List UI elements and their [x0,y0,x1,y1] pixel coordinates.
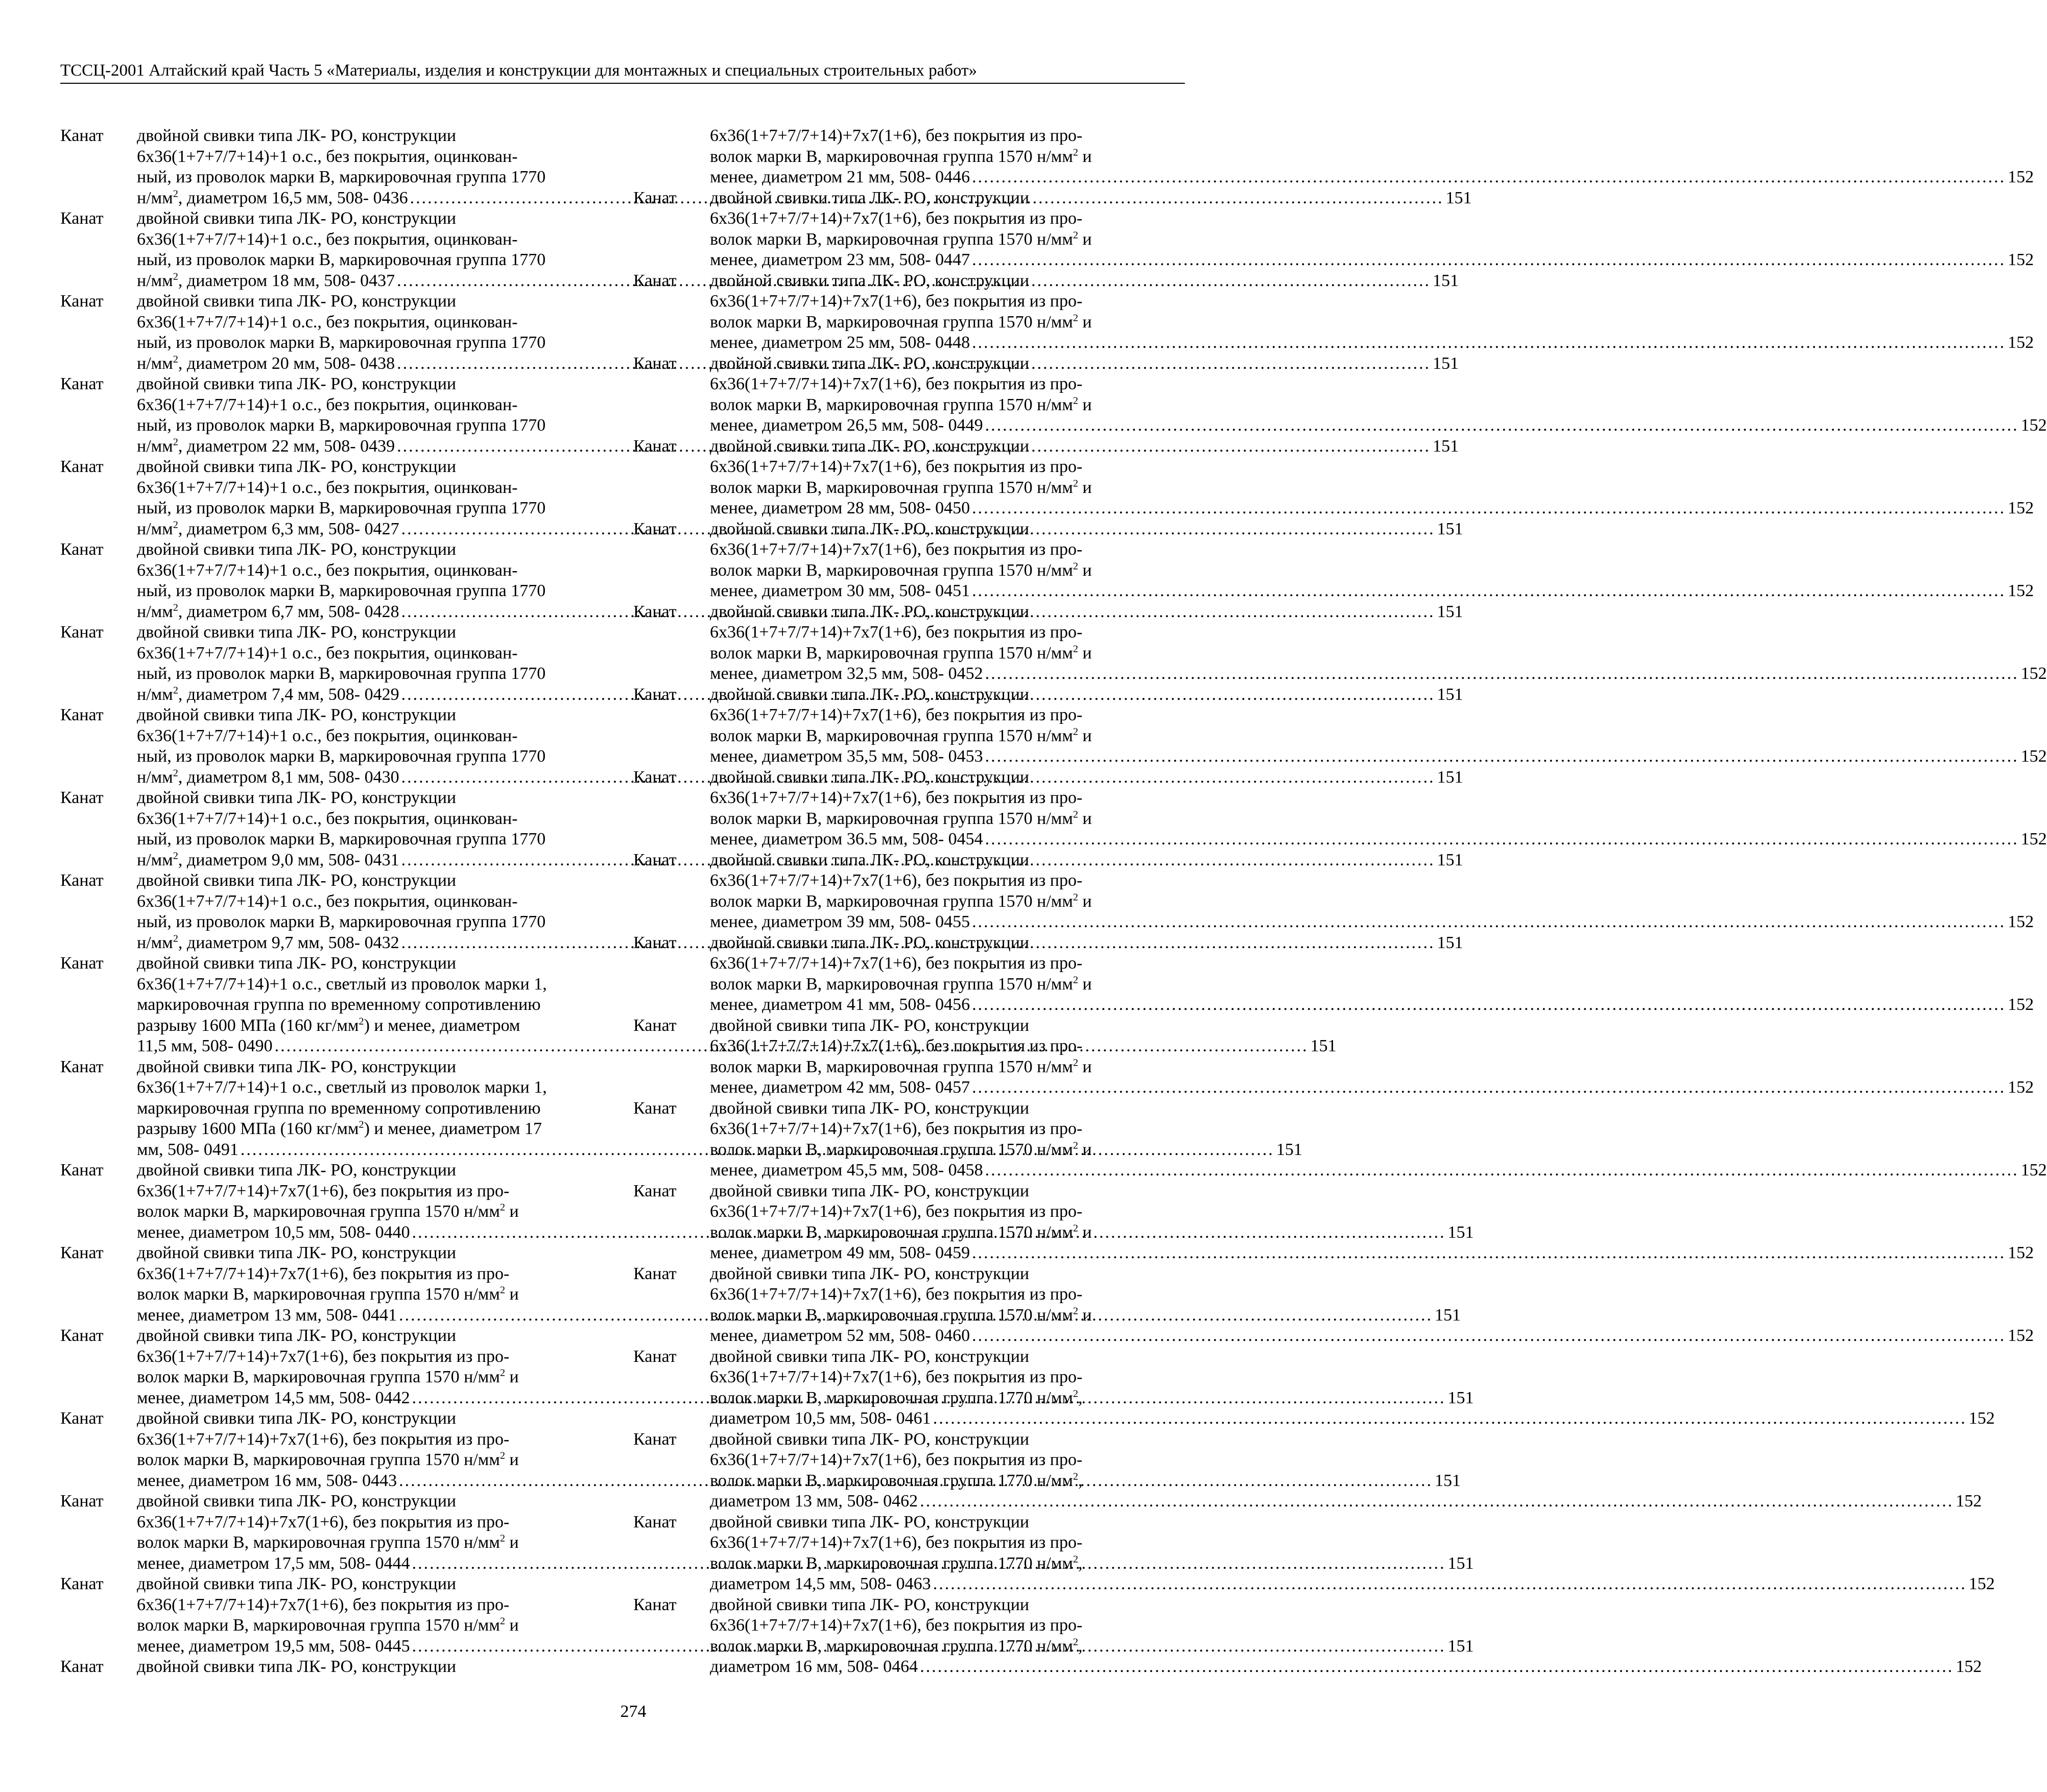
entry-description-end: менее, диаметром 14,5 мм, 508- 0442 [137,1388,410,1407]
entry-description [710,188,2034,271]
entry-page-ref: 151 [1437,767,1463,787]
entry-term: Канат [633,602,677,621]
entry-text-line: волок марки В, маркировочная группа 1770 $н/мм^2$, [710,1471,1083,1490]
dot-leader [972,498,2006,519]
entry-text-line: двойной свивки типа ЛК- РО, конструкции [137,1057,457,1076]
entry-description-end: менее, диаметром 36.5 мм, 508- 0454 [710,830,983,848]
entry-text-line: 6x36(1+7+7/7+14)+7x7(1+6), без покрытия из про- [710,126,1083,145]
entry-text-line: двойной свивки типа ЛК- РО, конструкции [137,540,457,559]
entry-text-line: двойной свивки типа ЛК- РО, конструкции [710,353,1030,373]
entry-text-line: 6x36(1+7+7/7+14)+7x7(1+6), без покрытия из про- [710,1367,1083,1386]
entry-text-line: 6x36(1+7+7/7+14)+7x7(1+6), без покрытия из про- [710,1616,1083,1635]
entry-page-ref: 152 [2008,499,2034,517]
entry-text-line: 6x36(1+7+7/7+14)+1 о.с., без покрытия, оцинкован- [137,478,518,497]
entry-page-ref: 151 [1435,1471,1461,1490]
entry-text-line: 6x36(1+7+7/7+14)+1 о.с., без покрытия, оцинкован- [137,147,518,166]
entry-description [137,1657,615,1678]
entry-description-end: менее, диаметром 28 мм, 508- 0450 [710,499,970,517]
entry-description-end: диаметром 16 мм, 508- 0464 [710,1657,918,1676]
entry-description-end: менее, диаметром 49 мм, 508- 0459 [710,1243,970,1262]
entry-description-end: $н/мм^2$, диаметром 20 мм, 508- 0438 [137,353,395,373]
entry-description-end: $н/мм^2$, диаметром 9,7 мм, 508- 0432 [137,933,399,952]
entry-text-line: волок марки В, маркировочная группа 1570 $н/мм^2$ и [137,1532,519,1552]
entry-text-line: двойной свивки типа ЛК- РО, конструкции [710,602,1030,621]
entry-text-line: 6x36(1+7+7/7+14)+1 о.с., без покрытия, оцинкован- [137,891,518,911]
entry-term: Канат [60,540,104,559]
entry-last-line [710,1326,2034,1347]
dot-leader [972,1243,2006,1264]
dot-leader [972,333,2006,353]
entry-page-ref: 152 [2008,912,2034,931]
entry-description-end: менее, диаметром 13 мм, 508- 0441 [137,1305,397,1325]
entry-description-end: менее, диаметром 19,5 мм, 508- 0445 [137,1636,410,1656]
entry-description-end: $н/мм^2$, диаметром 18 мм, 508- 0437 [137,271,395,290]
entry-text-line: ный, из проволок марки В, маркировочная группа 1770 [137,664,546,683]
entry-last-line [710,498,2034,519]
entry-term: Канат [633,1181,677,1200]
entry-text-line: 6x36(1+7+7/7+14)+7x7(1+6), без покрытия из про- [137,1429,510,1449]
entry-page-ref: 152 [2008,168,2034,186]
entry-last-line [710,415,2047,436]
entry-text-line: ный, из проволок марки В, маркировочная группа 1770 [137,830,546,848]
entry-last-line [710,250,2034,271]
dot-leader [933,1408,1967,1429]
entry-text-line: 6x36(1+7+7/7+14)+7x7(1+6), без покрытия из про- [137,1347,510,1366]
entry-page-ref: 151 [1433,271,1459,290]
entry-description [710,436,2034,519]
entry-term: Канат [60,871,104,890]
entry-text-line: 6x36(1+7+7/7+14)+7x7(1+6), без покрытия из про- [710,1119,1083,1138]
entry-description-end: $н/мм^2$, диаметром 9,0 мм, 508- 0431 [137,850,399,869]
entry-text-line: волок марки В, маркировочная группа 1570 $н/мм^2$ и [710,891,1092,911]
entry-page-ref: 152 [2008,1326,2034,1345]
entry-last-line [710,1657,1982,1678]
entry-term: Канат [633,271,677,290]
entry-page-ref: 152 [2020,664,2047,683]
entry-last-line [710,746,2047,767]
entry-last-line [710,1077,2034,1098]
entry-term: Канат [60,1492,104,1511]
entry-description-end: менее, диаметром 23 мм, 508- 0447 [710,250,970,269]
dot-leader [972,167,2006,188]
entry-description [710,685,2047,767]
entry-term: Канат [633,850,677,869]
entry-text-line: двойной свивки типа ЛК- РО, конструкции [710,1347,1030,1366]
entry-last-line [710,1491,1982,1512]
entry-description-end: менее, диаметром 45,5 мм, 508- 0458 [710,1161,983,1180]
entry-text-line: волок марки В, маркировочная группа 1570 $н/мм^2$ и [137,1284,519,1304]
entry-page-ref: 151 [1445,188,1472,207]
entry-text-line: 6x36(1+7+7/7+14)+7x7(1+6), без покрытия из про- [710,1202,1083,1221]
entry-description-end: $н/мм^2$, диаметром 7,4 мм, 508- 0429 [137,685,399,704]
entry-text-line: 6x36(1+7+7/7+14)+7x7(1+6), без покрытия из про- [710,209,1083,228]
entry-description-end: менее, диаметром 10,5 мм, 508- 0440 [137,1222,410,1242]
entry-description-end: менее, диаметром 30 мм, 508- 0451 [710,581,970,600]
catalog-entry [60,1657,615,1678]
entry-text-line: волок марки В, маркировочная группа 1570 $н/мм^2$ и [710,1222,1092,1242]
entry-text-line: разрыву 1600 МПа (160 $кг/мм^2$) и менее, диаметром [137,1016,520,1035]
entry-text-line: двойной свивки типа ЛК- РО, конструкции [137,1657,457,1676]
entry-text-line: двойной свивки типа ЛК- РО, конструкции [137,954,457,973]
entry-text-line: 6x36(1+7+7/7+14)+1 о.с., без покрытия, оцинкован- [137,229,518,249]
entry-page-ref: 152 [2008,581,2034,600]
entry-description-end: диаметром 13 мм, 508- 0462 [710,1492,918,1511]
entry-text-line: двойной свивки типа ЛК- РО, конструкции [710,1595,1030,1614]
entry-description-end: менее, диаметром 42 мм, 508- 0457 [710,1078,970,1097]
entry-description-end: $н/мм^2$, диаметром 6,7 мм, 508- 0428 [137,602,399,621]
entry-term: Канат [633,1016,677,1035]
entry-page-ref: 151 [1437,519,1463,538]
entry-text-line: двойной свивки типа ЛК- РО, конструкции [137,871,457,890]
entry-page-ref: 151 [1447,1388,1474,1407]
entry-text-line: волок марки В, маркировочная группа 1570 $н/мм^2$ и [710,229,1092,249]
entry-description-end: диаметром 14,5 мм, 508- 0463 [710,1574,931,1593]
entry-term: Канат [60,788,104,807]
dot-leader [972,1077,2006,1098]
entry-text-line: 6x36(1+7+7/7+14)+7x7(1+6), без покрытия из про- [710,871,1083,890]
page-header: ТССЦ-2001 Алтайский край Часть 5 «Материалы, изделия и конструкции для монтажных и специальных строительных работ» [60,60,1185,84]
entry-term: Канат [60,1243,104,1262]
entry-last-line [710,1243,2034,1264]
entry-page-ref: 152 [2020,747,2047,766]
entry-text-line: двойной свивки типа ЛК- РО, конструкции [137,788,457,807]
entry-text-line: двойной свивки типа ЛК- РО, конструкции [710,933,1030,952]
entry-term: Канат [60,126,104,145]
entry-text-line: двойной свивки типа ЛК- РО, конструкции [137,292,457,311]
entry-description [710,602,2047,685]
entry-term: Канат [633,1512,677,1531]
dot-leader [985,664,2019,685]
entry-term: Канат [60,1161,104,1180]
entry-page-ref: 151 [1433,436,1459,456]
entry-term: Канат [633,1347,677,1366]
entry-text-line: 6x36(1+7+7/7+14)+1 о.с., без покрытия, оцинкован- [137,726,518,745]
entry-text-line: волок марки В, маркировочная группа 1570 $н/мм^2$ и [710,560,1092,580]
dot-leader [920,1657,1954,1678]
entry-description [710,1098,2047,1181]
entry-text-line: двойной свивки типа ЛК- РО, конструкции [710,1016,1030,1035]
entry-text-line: 6x36(1+7+7/7+14)+1 о.с., без покрытия, оцинкован- [137,312,518,332]
entry-last-line [710,829,2047,850]
dot-leader [972,995,2006,1016]
entry-text-line: двойной свивки типа ЛК- РО, конструкции [710,188,1030,207]
entry-description-end: $н/мм^2$, диаметром 6,3 мм, 508- 0427 [137,519,399,538]
entry-text-line: 6x36(1+7+7/7+14)+1 о.с., без покрытия, оцинкован- [137,395,518,414]
entry-description [710,271,2034,353]
entry-last-line [710,1574,1995,1595]
entry-description-end: менее, диаметром 21 мм, 508- 0446 [710,168,970,186]
entry-text-line: волок марки В, маркировочная группа 1570 $н/мм^2$ и [137,1450,519,1469]
entry-text-line: двойной свивки типа ЛК- РО, конструкции [137,623,457,642]
dot-leader [920,1491,1954,1512]
entry-description-end: $н/мм^2$, диаметром 22 мм, 508- 0439 [137,436,395,456]
entry-text-line: волок марки В, маркировочная группа 1570 $н/мм^2$ и [710,809,1092,828]
entry-page-ref: 152 [1968,1574,1995,1593]
entry-text-line: волок марки В, маркировочная группа 1570 $н/мм^2$ и [710,395,1092,414]
entry-text-line: волок марки В, маркировочная группа 1570 $н/мм^2$ и [710,312,1092,332]
entry-page-ref: 151 [1437,685,1463,704]
entry-text-line: 6x36(1+7+7/7+14)+7x7(1+6), без покрытия из про- [137,1595,510,1614]
entry-page-ref: 152 [1956,1657,1982,1676]
entry-term: Канат [633,436,677,456]
entry-text-line: волок марки В, маркировочная группа 1570 $н/мм^2$ и [710,1140,1092,1159]
dot-leader [985,415,2019,436]
entry-text-line: волок марки В, маркировочная группа 1770 $н/мм^2$, [710,1553,1083,1573]
entry-text-line: двойной свивки типа ЛК- РО, конструкции [137,705,457,724]
entry-term: Канат [633,1098,677,1118]
entry-text-line: ный, из проволок марки В, маркировочная группа 1770 [137,747,546,766]
entry-description-end: $н/мм^2$, диаметром 8,1 мм, 508- 0430 [137,767,399,787]
entry-page-ref: 152 [2008,1243,2034,1262]
entry-text-line: двойной свивки типа ЛК- РО, конструкции [710,271,1030,290]
entry-text-line: 6x36(1+7+7/7+14)+7x7(1+6), без покрытия из про- [137,1264,510,1283]
entry-last-line [710,995,2034,1016]
entry-page-ref: 151 [1437,602,1463,621]
entry-page-ref: 152 [2008,995,2034,1014]
entry-text-line: двойной свивки типа ЛК- РО, конструкции [710,685,1030,704]
entry-term: Канат [60,374,104,393]
entry-text-line: двойной свивки типа ЛК- РО, конструкции [710,1264,1030,1283]
dot-leader [972,1326,2006,1347]
entry-description [710,1512,1995,1595]
entry-text-line: ный, из проволок марки В, маркировочная группа 1770 [137,168,546,186]
entry-last-line [710,581,2034,602]
entry-text-line: ный, из проволок марки В, маркировочная группа 1770 [137,333,546,352]
entry-text-line: двойной свивки типа ЛК- РО, конструкции [137,1574,457,1593]
entry-description [710,933,2034,1016]
entry-description-end: менее, диаметром 41 мм, 508- 0456 [710,995,970,1014]
entry-text-line: ный, из проволок марки В, маркировочная группа 1770 [137,250,546,269]
entry-text-line: 6x36(1+7+7/7+14)+7x7(1+6), без покрытия из про- [710,1533,1083,1552]
entry-description-end: менее, диаметром 32,5 мм, 508- 0452 [710,664,983,683]
entry-page-ref: 151 [1276,1140,1302,1159]
entry-term: Канат [633,685,677,704]
dot-leader [985,829,2019,850]
dot-leader [933,1574,1967,1595]
entry-term: Канат [60,1657,104,1676]
entry-description-end: мм, 508- 0491 [137,1140,239,1159]
entry-last-line [710,664,2047,685]
entry-description [710,1181,2034,1264]
entry-text-line: ный, из проволок марки В, маркировочная группа 1770 [137,416,546,435]
entry-text-line: двойной свивки типа ЛК- РО, конструкции [137,457,457,476]
entry-text-line: волок марки В, маркировочная группа 1570 $н/мм^2$ и [710,1057,1092,1076]
entry-description-end: менее, диаметром 25 мм, 508- 0448 [710,333,970,352]
entry-text-line: двойной свивки типа ЛК- РО, конструкции [710,1512,1030,1531]
entry-text-line: разрыву 1600 МПа (160 $кг/мм^2$) и менее, диаметром 17 [137,1119,542,1138]
entry-page-ref: 152 [2020,830,2047,848]
entry-term: Канат [633,353,677,373]
entry-description [710,1429,1982,1512]
entry-text-line: 6x36(1+7+7/7+14)+7x7(1+6), без покрытия из про- [710,954,1083,973]
dot-leader [985,1160,2019,1181]
entry-text-line: волок марки В, маркировочная группа 1570 $н/мм^2$ и [710,643,1092,663]
entry-page-ref: 151 [1437,850,1463,869]
entry-text-line: 6x36(1+7+7/7+14)+1 о.с., без покрытия, оцинкован- [137,809,518,828]
dot-leader [985,746,2019,767]
entry-last-line [710,1408,1995,1429]
entry-page-ref: 151 [1437,933,1463,952]
entry-text-line: двойной свивки типа ЛК- РО, конструкции [137,209,457,228]
entry-text-line: двойной свивки типа ЛК- РО, конструкции [710,767,1030,787]
entry-text-line: 6x36(1+7+7/7+14)+7x7(1+6), без покрытия из про- [710,540,1083,559]
entry-text-line: 6x36(1+7+7/7+14)+7x7(1+6), без покрытия из про- [710,705,1083,724]
entry-text-line: волок марки В, маркировочная группа 1570 $н/мм^2$ и [710,974,1092,994]
entry-description [710,850,2034,933]
entry-term: Канат [633,933,677,952]
entry-text-line: 6x36(1+7+7/7+14)+7x7(1+6), без покрытия из про- [710,788,1083,807]
entry-page-ref: 151 [1447,1636,1474,1656]
entry-text-line: двойной свивки типа ЛК- РО, конструкции [710,1181,1030,1200]
entry-page-ref: 151 [1447,1553,1474,1573]
entry-term: Канат [633,1595,677,1614]
entry-text-line: 6x36(1+7+7/7+14)+7x7(1+6), без покрытия из про- [710,1450,1083,1469]
entry-text-line: двойной свивки типа ЛК- РО, конструкции [137,126,457,145]
entry-text-line: 6x36(1+7+7/7+14)+7x7(1+6), без покрытия из про- [137,1512,510,1531]
entry-page-ref: 152 [2008,250,2034,269]
dot-leader [972,581,2006,602]
entry-text-line: 6x36(1+7+7/7+14)+7x7(1+6), без покрытия из про- [137,1181,510,1200]
entry-description-end: менее, диаметром 16 мм, 508- 0443 [137,1471,397,1490]
entry-text-line: 6x36(1+7+7/7+14)+1 о.с., светлый из проволок марки 1, [137,974,547,994]
dot-leader [972,250,2006,271]
entry-text-line: волок марки В, маркировочная группа 1570 $н/мм^2$ и [710,478,1092,497]
entry-text-line: двойной свивки типа ЛК- РО, конструкции [710,1429,1030,1449]
entry-description-end: $н/мм^2$, диаметром 16,5 мм, 508- 0436 [137,188,408,207]
entry-page-ref: 151 [1310,1036,1337,1055]
entry-text-line: двойной свивки типа ЛК- РО, конструкции [137,1492,457,1511]
entry-last-line [710,167,2034,188]
entry-description [710,519,2034,602]
entry-term: Канат [60,209,104,228]
entry-last-line [710,333,2034,353]
entry-description-end: диаметром 10,5 мм, 508- 0461 [710,1409,931,1428]
entry-text-line: волок марки В, маркировочная группа 1570 $н/мм^2$ и [710,147,1092,166]
entry-page-ref: 151 [1447,1222,1474,1242]
entry-description-end: менее, диаметром 35,5 мм, 508- 0453 [710,747,983,766]
entry-text-line: волок марки В, маркировочная группа 1570 $н/мм^2$ и [710,726,1092,745]
entry-text-line: волок марки В, маркировочная группа 1570 $н/мм^2$ и [137,1367,519,1386]
entry-text-line: 6x36(1+7+7/7+14)+7x7(1+6), без покрытия из про- [710,292,1083,311]
entry-text-line: волок марки В, маркировочная группа 1570 $н/мм^2$ и [137,1615,519,1635]
entry-description [710,1016,2034,1098]
entry-description [710,767,2047,850]
entry-text-line: двойной свивки типа ЛК- РО, конструкции [710,519,1030,538]
entry-text-line: ный, из проволок марки В, маркировочная группа 1770 [137,499,546,517]
entry-description [710,1264,2034,1347]
entry-page-ref: 151 [1433,353,1459,373]
entry-term: Канат [60,1574,104,1593]
entry-page-ref: 151 [1435,1305,1461,1325]
entry-text-line: 6x36(1+7+7/7+14)+1 о.с., без покрытия, оцинкован- [137,560,518,580]
entry-text-line: двойной свивки типа ЛК- РО, конструкции [137,1409,457,1428]
page-number: 274 [620,1702,647,1721]
entry-text-line: двойной свивки типа ЛК- РО, конструкции [137,374,457,393]
entry-description [710,353,2047,436]
entry-description-end: 11,5 мм, 508- 0490 [137,1036,273,1055]
entry-text-line: двойной свивки типа ЛК- РО, конструкции [710,436,1030,456]
entry-text-line: волок марки В, маркировочная группа 1770 $н/мм^2$, [710,1388,1083,1407]
entry-text-line: ный, из проволок марки В, маркировочная группа 1770 [137,912,546,931]
entry-text-line: ный, из проволок марки В, маркировочная группа 1770 [137,581,546,600]
entry-description-end: менее, диаметром 17,5 мм, 508- 0444 [137,1553,410,1573]
entry-term: Канат [60,1409,104,1428]
entry-text-line: маркировочная группа по временному сопротивлению [137,995,541,1014]
entry-last-line [710,912,2034,933]
entry-text-line: 6x36(1+7+7/7+14)+7x7(1+6), без покрытия из про- [710,1285,1083,1304]
entry-page-ref: 152 [2008,1078,2034,1097]
entry-term: Канат [60,457,104,476]
entry-last-line [710,1160,2047,1181]
entry-page-ref: 152 [1968,1409,1995,1428]
entry-term: Канат [633,519,677,538]
entry-description-end: менее, диаметром 52 мм, 508- 0460 [710,1326,970,1345]
entry-text-line: двойной свивки типа ЛК- РО, конструкции [137,1326,457,1345]
entry-text-line: волок марки В, маркировочная группа 1570 $н/мм^2$ и [710,1305,1092,1325]
entry-text-line: 6x36(1+7+7/7+14)+7x7(1+6), без покрытия из про- [710,1036,1083,1055]
entry-description-end: менее, диаметром 26,5 мм, 508- 0449 [710,416,983,435]
entry-text-line: волок марки В, маркировочная группа 1770 $н/мм^2$, [710,1636,1083,1656]
entry-text-line: 6x36(1+7+7/7+14)+1 о.с., светлый из проволок марки 1, [137,1078,547,1097]
entry-term: Канат [633,1429,677,1449]
entry-term: Канат [60,292,104,311]
entry-text-line: двойной свивки типа ЛК- РО, конструкции [710,850,1030,869]
entry-text-line: маркировочная группа по временному сопротивлению [137,1098,541,1118]
entry-description [710,1347,1995,1429]
entry-term: Канат [60,623,104,642]
entry-text-line: двойной свивки типа ЛК- РО, конструкции [137,1243,457,1262]
entry-text-line: 6x36(1+7+7/7+14)+7x7(1+6), без покрытия из про- [710,374,1083,393]
entry-text-line: 6x36(1+7+7/7+14)+7x7(1+6), без покрытия из про- [710,623,1083,642]
entry-text-line: двойной свивки типа ЛК- РО, конструкции [137,1161,457,1180]
entry-page-ref: 152 [2020,416,2047,435]
entry-text-line: волок марки В, маркировочная группа 1570 $н/мм^2$ и [137,1201,519,1221]
entry-term: Канат [60,954,104,973]
entry-description [710,1595,1982,1678]
entry-term: Канат [60,1326,104,1345]
entry-term: Канат [633,188,677,207]
dot-leader [972,912,2006,933]
entry-description-end: менее, диаметром 39 мм, 508- 0455 [710,912,970,931]
entry-page-ref: 152 [1956,1492,1982,1511]
entry-term: Канат [60,1057,104,1076]
entry-page-ref: 152 [2020,1161,2047,1180]
entry-term: Канат [633,767,677,787]
entry-text-line: 6x36(1+7+7/7+14)+7x7(1+6), без покрытия из про- [710,457,1083,476]
entry-text-line: 6x36(1+7+7/7+14)+1 о.с., без покрытия, оцинкован- [137,643,518,663]
entry-text-line: двойной свивки типа ЛК- РО, конструкции [710,1098,1030,1118]
entry-page-ref: 152 [2008,333,2034,352]
entry-term: Канат [60,705,104,724]
entry-term: Канат [633,1264,677,1283]
continued-entry [633,126,2034,188]
